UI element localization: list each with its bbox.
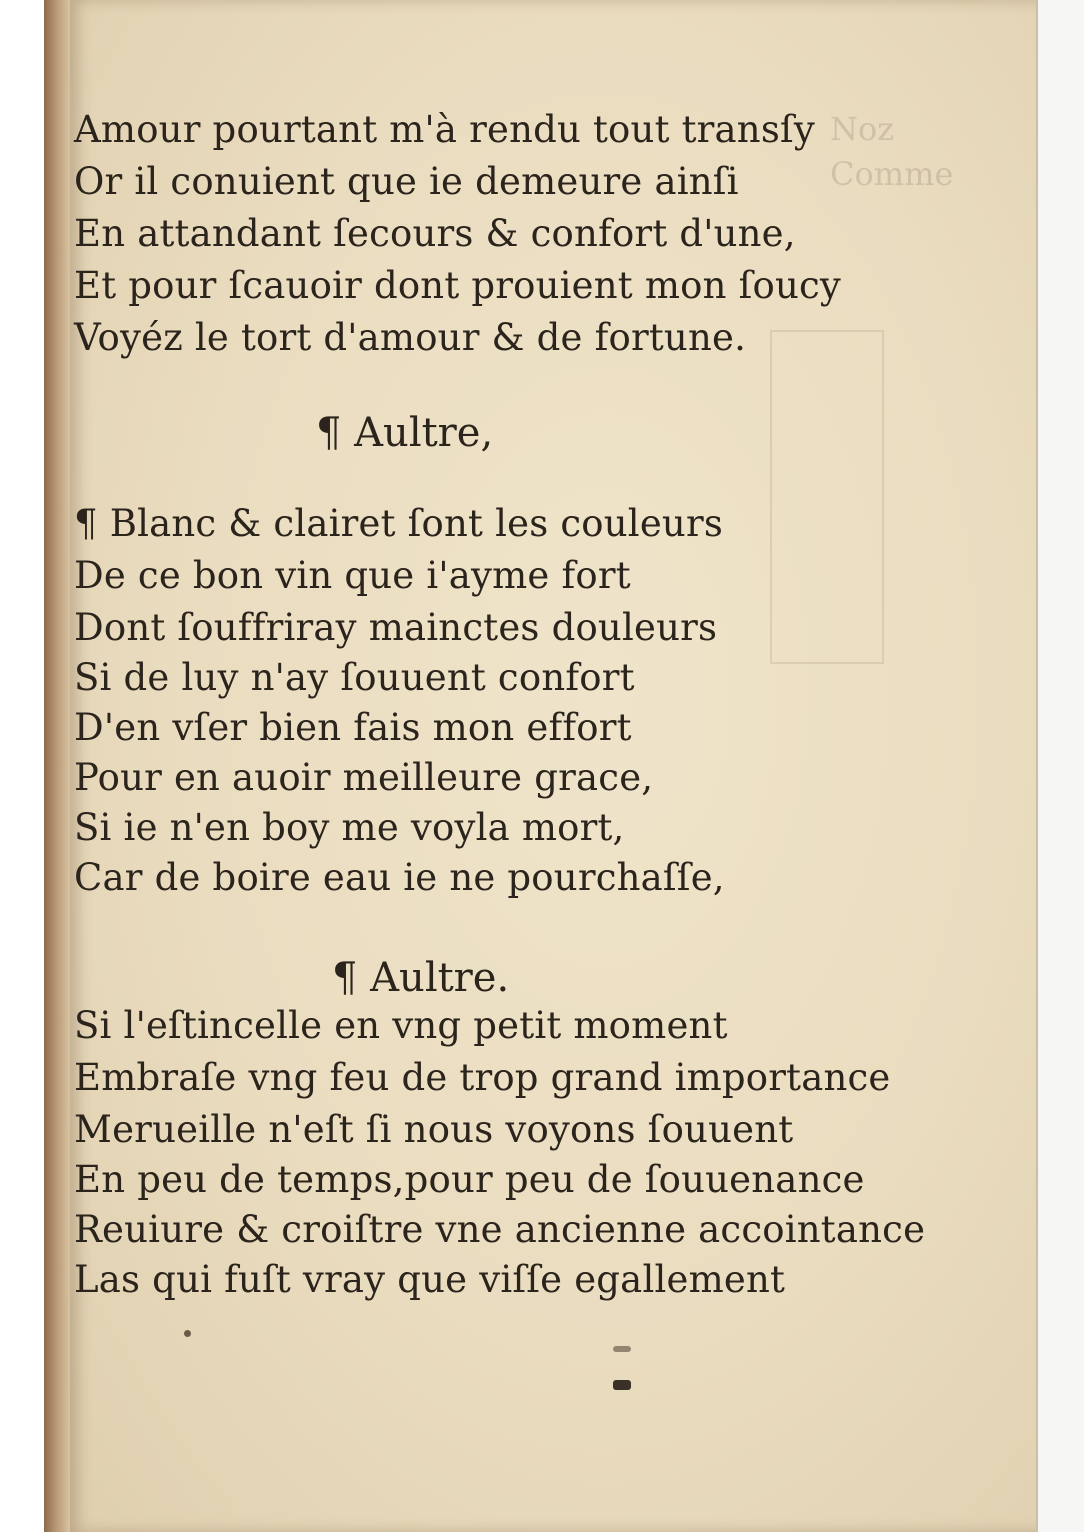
- verse-line: En peu de temps,pour peu de ſouuenance: [74, 1158, 865, 1201]
- verse-line: Si l'eſtincelle en vng petit moment: [74, 1004, 728, 1047]
- printers-mark: [613, 1380, 631, 1390]
- page-margin-right: [1036, 0, 1084, 1532]
- verse-line: Dont ſouffriray mainctes douleurs: [74, 606, 718, 649]
- verse-line: Car de boire eau ie ne pourchaſſe,: [74, 856, 725, 899]
- verse-line: Pour en auoir meilleure grace,: [74, 756, 654, 799]
- verse-line: Merueille n'eſt ſi nous voyons ſouuent: [74, 1108, 794, 1151]
- ink-speck: [184, 1330, 191, 1337]
- verse-line: Amour pourtant m'à rendu tout transſy: [74, 108, 816, 151]
- verse-line: En attandant ſecours & confort d'une,: [74, 212, 796, 255]
- verse-line: Las qui fuſt vray que viſſe egallement: [74, 1258, 786, 1301]
- verse-line: Embraſe vng feu de trop grand importance: [74, 1056, 891, 1099]
- verse-line: De ce bon vin que i'ayme fort: [74, 554, 631, 597]
- show-through-text: Noz: [830, 110, 895, 148]
- verse-line: Et pour ſcauoir dont prouient mon ſoucy: [74, 264, 842, 307]
- section-heading: ¶ Aultre.: [332, 955, 510, 1001]
- section-heading: ¶ Aultre,: [316, 410, 494, 456]
- show-through-text: Comme: [830, 155, 954, 193]
- verse-line: Si ie n'en boy me voyla mort,: [74, 806, 625, 849]
- verse-line: Si de luy n'ay ſouuent confort: [74, 656, 635, 699]
- verse-line: Reuiure & croiſtre vne ancienne accointance: [74, 1208, 926, 1251]
- verse-line: ¶ Blanc & clairet ſont les couleurs: [74, 502, 724, 545]
- verse-line: Or il conuient que ie demeure ainſi: [74, 160, 739, 203]
- verse-line: D'en vſer bien fais mon effort: [74, 706, 632, 749]
- printers-mark: [613, 1346, 631, 1352]
- show-through-woodcut: [770, 330, 884, 664]
- verse-line: Voyéz le tort d'amour & de fortune.: [74, 316, 747, 359]
